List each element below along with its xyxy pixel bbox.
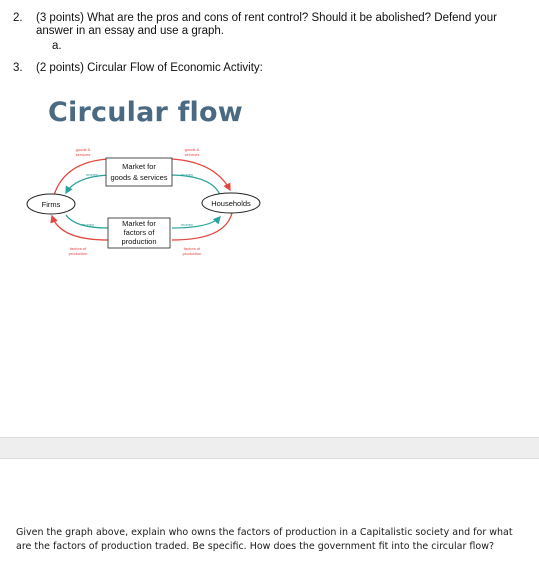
- label-goods-left-1: goods &: [75, 147, 91, 152]
- market-goods-line1: Market for: [122, 162, 156, 171]
- market-factors-line1: Market for: [122, 219, 156, 228]
- red-arrow-top-left: [54, 159, 108, 195]
- label-factors-left-1: factors of: [69, 246, 87, 251]
- question-2-sub-a: a.: [52, 40, 62, 52]
- firms-label: Firms: [41, 200, 61, 209]
- question-2-text: (3 points) What are the pros and cons of rent control? Should it be abolished? Defend your answer in an essay and use a graph.: [36, 12, 497, 37]
- label-factors-right-2: production: [182, 251, 202, 256]
- circular-flow-diagram: [20, 140, 270, 270]
- label-goods-left-2: services: [75, 152, 91, 157]
- section-divider: [0, 437, 539, 459]
- households-label: Households: [211, 199, 251, 208]
- teal-arrow-top-left: [66, 175, 108, 193]
- label-goods-right-1: goods &: [184, 147, 200, 152]
- question-2-number: 2.: [13, 12, 23, 24]
- follow-up-question: Given the graph above, explain who owns the factors of production in a Capitalistic society and for what are the factors of production traded. Be specific. How does the government fit into the circular flow?: [16, 527, 513, 552]
- label-money-top-right: money: [180, 172, 194, 177]
- diagram-title: Circular flow: [48, 97, 243, 128]
- label-factors-left-2: production: [68, 251, 88, 256]
- market-goods-line2: goods & services: [110, 173, 168, 182]
- label-goods-right-2: services: [184, 152, 200, 157]
- question-3-number: 3.: [13, 62, 23, 74]
- market-factors-line2: factors of: [123, 228, 155, 237]
- label-money-top-left: money: [85, 172, 99, 177]
- market-factors-line3: production: [121, 237, 157, 246]
- label-money-bottom-right: money: [180, 222, 194, 227]
- label-money-bottom-left: money: [81, 222, 95, 227]
- teal-arrow-top-right: [172, 175, 220, 195]
- teal-arrow-bottom-right: [172, 217, 220, 228]
- question-3-text: (2 points) Circular Flow of Economic Activity:: [36, 62, 263, 74]
- label-factors-right-1: factors of: [183, 246, 201, 251]
